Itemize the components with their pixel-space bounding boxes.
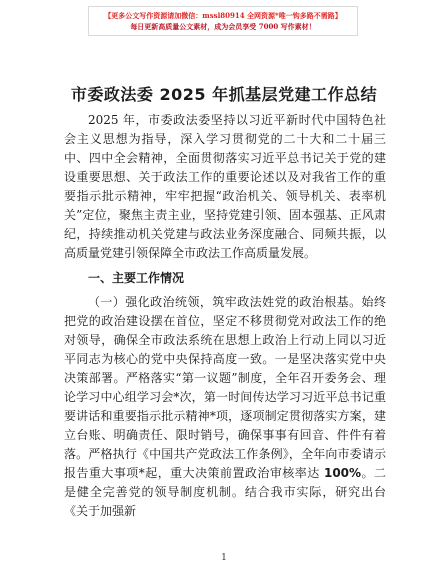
body-paragraph (64, 293, 386, 521)
banner-line-1: 【更多公文写作资源请加微信：mssl80914 全网资源*唯一钩多路不需路】 (104, 11, 342, 20)
page-number: 1 (221, 553, 227, 563)
section-heading: 一、主要工作情况 (88, 271, 185, 285)
intro-paragraph: 2025 年，市委政法委坚持以习近平新时代中国特色社会主义思想为指导，深入学习贯彻党的二十大和二十届三中、四中全会精神，全面贯彻落实习近平总书记关于党的建设重要思想、关于政法工作的重要论述以及对我省工作的重要指示批示精神，牢牢把握“政治机关、领导机关、表率机关”定位，聚焦主责主业，坚持党建引领、固本强基、正风肃纪，持续推动机关党建与政法业务深度融合、同频共振，以高质量党建引领保障全市政法工作高质量发展。 (64, 113, 386, 260)
audit-rate: 100% (323, 466, 362, 480)
document-body (64, 111, 386, 521)
paragraph-text-continued: 。二是健全完善党的领导制度机制。结合我市实际，研究出台《关于加强新 (64, 466, 386, 518)
paragraph-text: （一）强化政治统领，筑牢政法姓党的政治根基。始终把党的政治建设摆在首位，坚定不移贯彻党对政法工作的绝对领导，确保全市政法系统在思想上政治上行动上同以习近平同志为核心的党中央保持高度一致。一是坚决落实党中央决策部署。严格落实“第一议题”制度，全年召开委务会、理论学习中心组学习会*次，第一时间传达学习习近平总书记重要讲话和重要指示批示精神*项，逐项制定贯彻落实方案，建立台账、明确责任、限时销号，确保事事有回音、件件有着落。严格执行《中国共产党政法工作条例》，全年向市委请示报告重大事项*起，重大决策前置政治审核率达 (64, 295, 386, 480)
document-title: 市委政法委 2025 年抓基层党建工作总结 (70, 85, 378, 104)
promo-banner (88, 6, 358, 36)
banner-line-2: 每日更新高质量公文素材，成为会员享受 7000 写作素材！ (130, 22, 316, 31)
